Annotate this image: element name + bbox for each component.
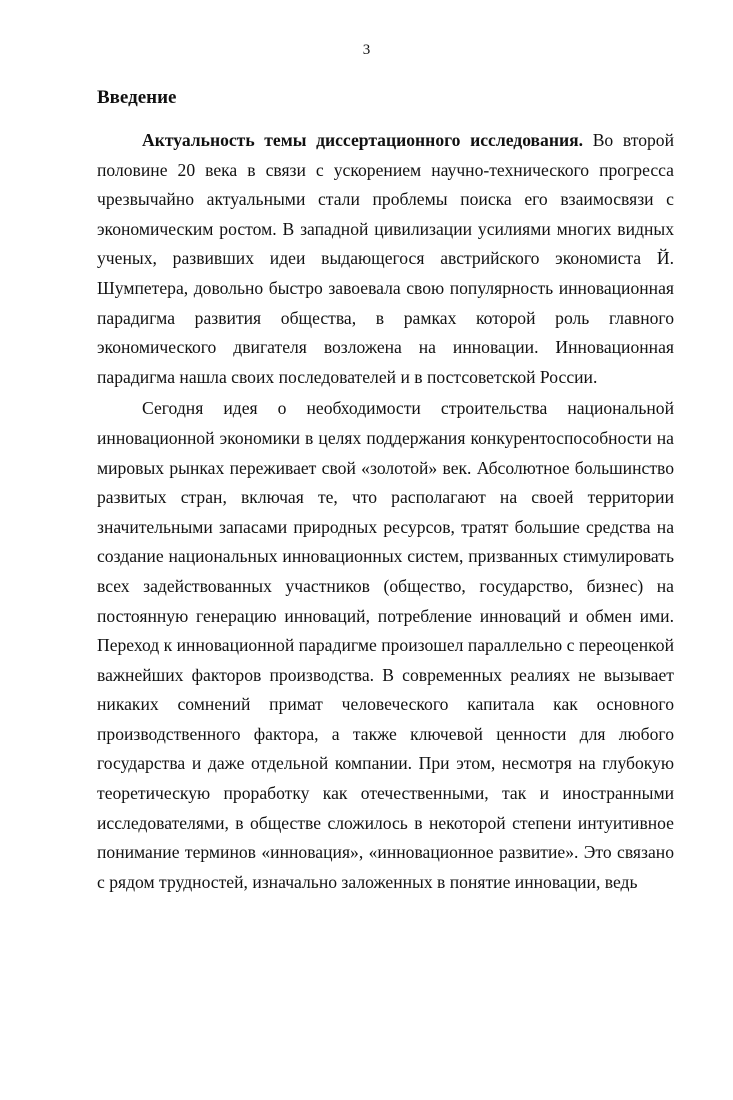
paragraph-relevance bbox=[97, 126, 674, 392]
paragraph-lead: Актуальность темы диссертационного исследования. bbox=[142, 130, 584, 150]
document-body bbox=[97, 84, 674, 897]
page-number: 3 bbox=[362, 42, 371, 58]
paragraph-text: Сегодня идея о необходимости строительства национальной инновационной экономики в целях поддержания конкурентоспособности на мировых рынках переживает свой «золотой» век. Абсолютное большинство развитых стран, включая те, что располагают на своей территории значительными запасами природных ресурсов, тратят большие средства на создание национальных инновационных систем, призванных стимулировать всех задействованных участников (общество, государство, бизнес) на постоянную генерацию инноваций, потребление инноваций и обмен ими. Переход к инновационной парадигме произошел параллельно с переоценкой важнейших факторов производства. В современных реалиях не вызывает никаких сомнений примат человеческого капитала как основного производственного фактора, а также ключевой ценности для любого государства и даже отдельной компании. При этом, несмотря на глубокую теоретическую проработку как отечественными, так и иностранными исследователями, в обществе сложилось в некоторой степени интуитивное понимание терминов «инновация», «инновационное развитие». Это связано с рядом трудностей, изначально заложенных в понятие инновации, ведь bbox=[97, 398, 674, 892]
paragraph-innovation-economy bbox=[97, 394, 674, 897]
section-heading: Введение bbox=[97, 87, 177, 108]
paragraph-text: Во второй половине 20 века в связи с ускорением научно-технического прогресса чрезвычайно актуальными стали проблемы поиска его взаимосвязи с экономическим ростом. В западной цивилизации усилиями многих видных ученых, развивших идеи выдающегося австрийского экономиста Й. Шумпетера, довольно быстро завоевала свою популярность инновационная парадигма развития общества, в рамках которой роль главного экономического двигателя возложена на инновации. Инновационная парадигма нашла своих последователей и в постсоветской России. bbox=[97, 130, 675, 387]
